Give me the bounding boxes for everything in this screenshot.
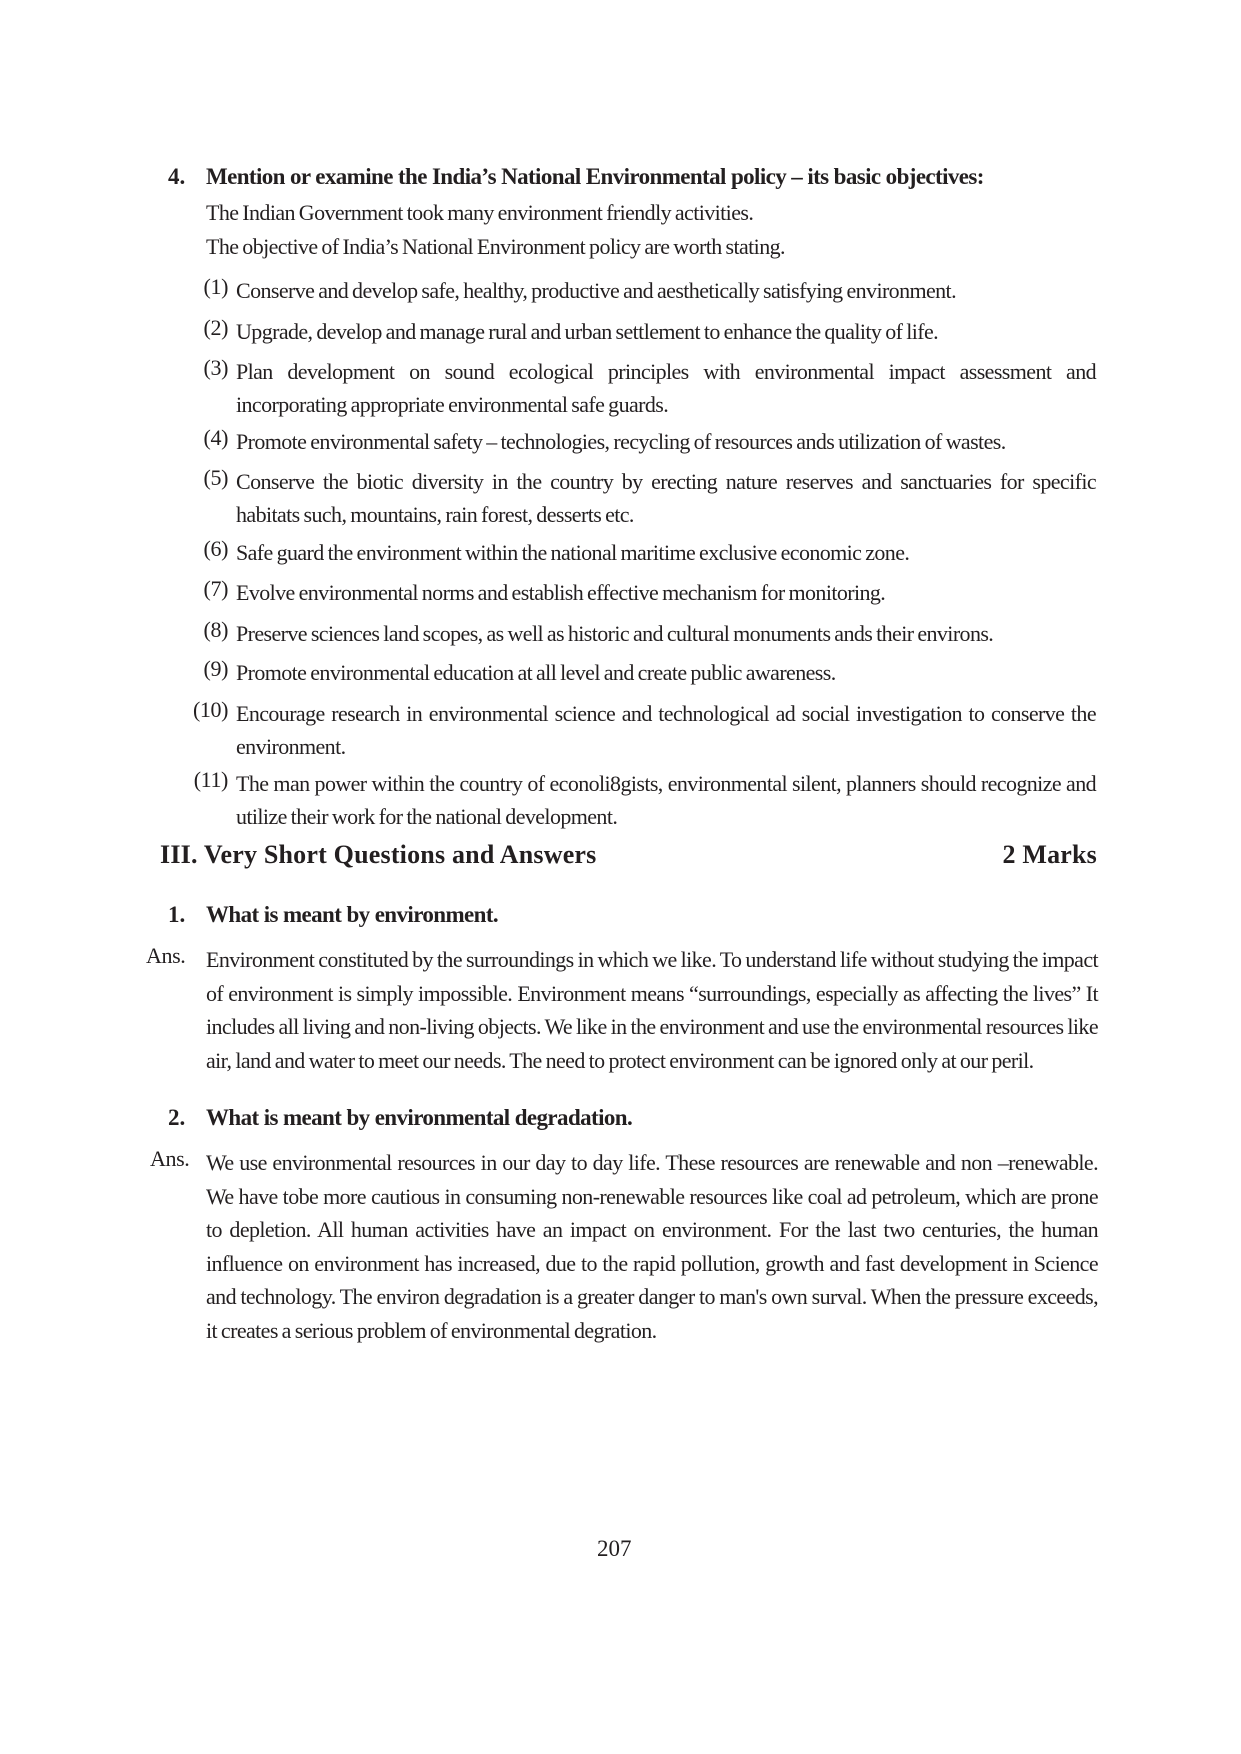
question-heading: What is meant by environmental degradation. — [206, 1105, 633, 1130]
list-item-number: (10) — [192, 697, 228, 722]
list-item-text: Promote environmental education at all level and create public awareness. — [236, 660, 836, 685]
question-heading: What is meant by environment. — [206, 902, 499, 927]
list-item-number: (9) — [203, 656, 228, 681]
page-number: 207 — [597, 1536, 632, 1561]
list-item-text: Encourage research in environmental science and technological ad social investigation to conserve the environment. — [236, 701, 1096, 759]
section-marks: 2 Marks — [1002, 840, 1097, 869]
list-item-text: Conserve and develop safe, healthy, productive and aesthetically satisfying environment. — [236, 278, 956, 303]
answer-text: We use environmental resources in our day to day life. These resources are renewable and non –renewable. We have tobe more cautious in consuming non-renewable resources like coal ad petroleum, which are prone to depletion. All human activities have an impact on environment. For the last two centuries, the human influence on environment has increased, due to the rapid pollution, growth and fast development in Science and technology. The environ degradation is a greater danger to man's own surval. When the pressure exceeds, it creates a serious problem of environmental degration. — [206, 1150, 1098, 1343]
list-item-text: Evolve environmental norms and establish effective mechanism for monitoring. — [236, 580, 886, 605]
list-item-number: (3) — [203, 355, 228, 380]
list-item-number: (2) — [203, 315, 228, 340]
question-number: 1. — [168, 902, 186, 927]
answer-label: Ans. — [150, 1146, 190, 1171]
list-item-text: Upgrade, develop and manage rural and urban settlement to enhance the quality of life. — [236, 319, 939, 344]
list-item-number: (4) — [203, 425, 228, 450]
list-item-number: (1) — [203, 274, 228, 299]
list-item-number: (11) — [193, 767, 228, 792]
list-item-text: Promote environmental safety – technologies, recycling of resources ands utilization of wastes. — [236, 429, 1006, 454]
list-item-text: Preserve sciences land scopes, as well as historic and cultural monuments ands their environs. — [236, 621, 994, 646]
list-item-text: The man power within the country of econoli8gists, environmental silent, planners should recognize and utilize their work for the national development. — [236, 771, 1096, 829]
intro-line: The objective of India’s National Environment policy are worth stating. — [206, 234, 785, 259]
list-item-text: Conserve the biotic diversity in the country by erecting nature reserves and sanctuaries for specific habitats such, mountains, rain forest, desserts etc. — [236, 469, 1096, 527]
question-heading: Mention or examine the India’s National Environmental policy – its basic objectives: — [206, 164, 984, 189]
list-item-text: Safe guard the environment within the national maritime exclusive economic zone. — [236, 540, 910, 565]
question-number: 4. — [168, 164, 186, 189]
section-title: III. Very Short Questions and Answers — [160, 840, 597, 869]
answer-label: Ans. — [146, 943, 186, 968]
intro-line: The Indian Government took many environment friendly activities. — [206, 200, 754, 225]
answer-text: Environment constituted by the surroundings in which we like. To understand life without studying the impact of environment is simply impossible. Environment means “surroundings, especially as affecting the lives” It includes all living and non-living objects. We like in the environment and use the environmental resources like air, land and water to meet our needs. The need to protect environment can be ignored only at our peril. — [206, 947, 1098, 1073]
list-item-number: (5) — [203, 465, 228, 490]
list-item-number: (7) — [203, 576, 228, 601]
list-item-number: (6) — [203, 536, 228, 561]
list-item-number: (8) — [203, 617, 228, 642]
question-number: 2. — [168, 1105, 186, 1130]
list-item-text: Plan development on sound ecological principles with environmental impact assessment and incorporating appropriate environmental safe guards. — [236, 359, 1096, 417]
